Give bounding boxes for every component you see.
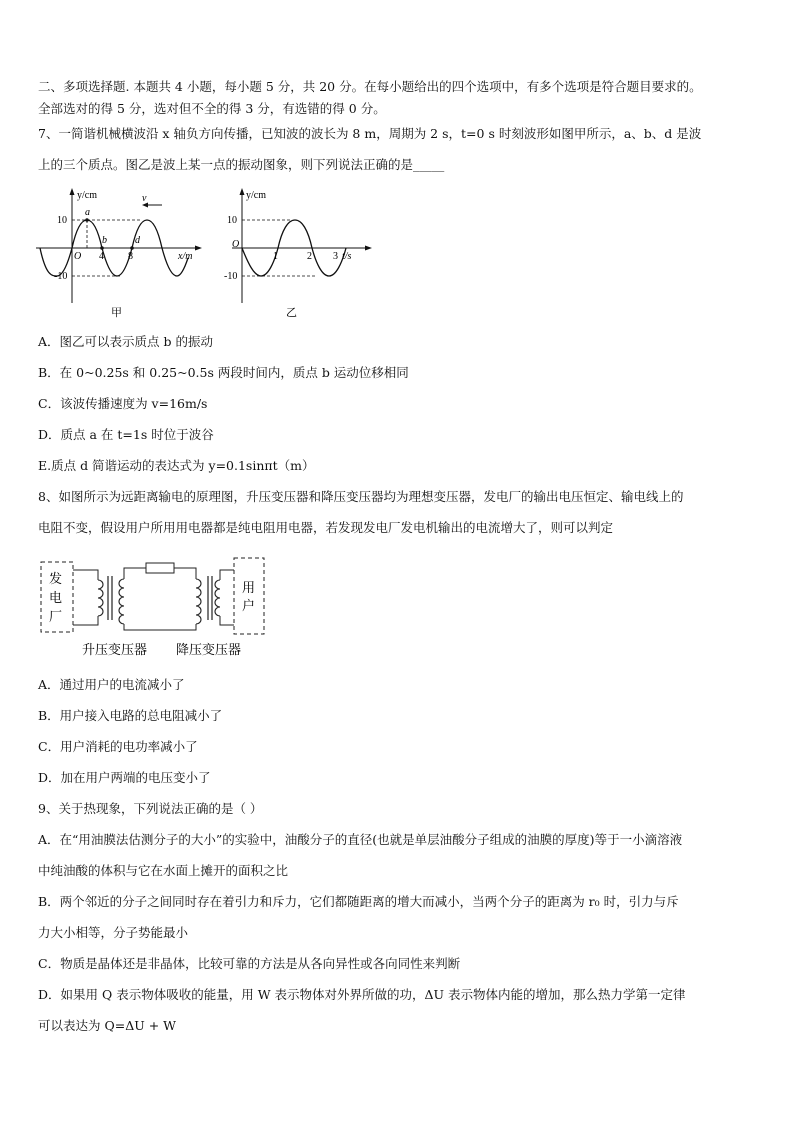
line-resistor: [146, 563, 174, 573]
q7-stem-line-2: 上的三个质点。图乙是波上某一点的振动图象，则下列说法正确的是_____: [38, 157, 445, 172]
q8-stem-line-2: 电阻不变，假设用户所用用电器都是纯电阻用电器，若发现发电厂发电机输出的电流增大了，则可以判定: [38, 520, 614, 535]
q9-option-d-line-2: 可以表达为 Q=ΔU + W: [38, 1018, 177, 1033]
velocity-label: v: [142, 193, 147, 204]
point-b-label: b: [102, 235, 107, 246]
point-d-dot: [130, 246, 134, 250]
y-tick-10-jia: 10: [57, 215, 67, 226]
point-a-label: a: [85, 207, 90, 218]
user-char-2: 户: [242, 598, 256, 613]
q8-stem-line-1: 8、如图所示为远距离输电的原理图，升压变压器和降压变压器均为理想变压器，发电厂的输出电压恒定、输电线上的: [38, 489, 684, 504]
y-axis-label-yi: y/cm: [246, 190, 266, 201]
q9-option-a-line-2: 中纯油酸的体积与它在水面上摊开的面积之比: [38, 863, 289, 878]
q9-option-d-line-1: D．如果用 Q 表示物体吸收的能量，用 W 表示物体对外界所做的功，ΔU 表示物体内能的增加，那么热力学第一定律: [38, 987, 686, 1002]
q7-option-e: E.质点 d 简谐运动的表达式为 y=0.1sinπt（m）: [38, 458, 315, 473]
q8-option-d: D．加在用户两端的电压变小了: [38, 770, 211, 785]
user-box: [234, 558, 264, 634]
t-tick-2-yi: 2: [307, 251, 312, 262]
q7-option-b: B．在 0~0.25s 和 0.25~0.5s 两段时间内，质点 b 运动位移相同: [38, 365, 409, 380]
point-b-dot: [100, 246, 104, 250]
step-up-secondary-coil: [119, 579, 124, 624]
origin-label-yi: O: [232, 239, 240, 250]
q7-option-a: A．图乙可以表示质点 b 的振动: [38, 334, 213, 349]
power-transmission-diagram: [38, 550, 270, 662]
origin-label-jia: O: [74, 251, 82, 262]
point-a-dot: [85, 218, 89, 222]
step-up-primary-coil: [98, 580, 103, 616]
x-axis-label-jia: x/m: [178, 251, 193, 262]
y-axis-label-jia: y/cm: [77, 190, 97, 201]
x-tick-4-jia: 4: [99, 251, 104, 262]
q8-option-a: A．通过用户的电流减小了: [38, 677, 185, 692]
q7-stem-line-1: 7、一简谐机械横波沿 x 轴负方向传播，已知波的波长为 8 m，周期为 2 s，t=0 s 时刻波形如图甲所示，a、b、d 是波: [38, 126, 702, 141]
user-char-1: 用: [242, 580, 256, 595]
power-plant-char-2: 电: [49, 590, 63, 605]
x-tick-8-jia: 8: [128, 251, 133, 262]
y-tick-neg10-yi: -10: [224, 271, 238, 282]
point-d-label: d: [135, 235, 140, 246]
power-plant-char-3: 厂: [49, 609, 63, 624]
q9-option-b-line-2: 力大小相等，分子势能最小: [38, 925, 189, 940]
q9-option-b-line-1: B．两个邻近的分子之间同时存在着引力和斥力，它们都随距离的增大而减小，当两个分子的距离为 r₀ 时，引力与斥: [38, 894, 679, 909]
step-down-secondary-coil: [215, 580, 220, 616]
step-up-transformer-label: 升压变压器: [82, 642, 148, 657]
t-tick-3-yi: 3: [333, 251, 338, 262]
caption-jia: 甲: [111, 307, 122, 319]
section-header-line-2: 全部选对的得 5 分，选对但不全的得 3 分，有选错的得 0 分。: [38, 101, 386, 116]
step-down-transformer-label: 降压变压器: [176, 642, 242, 657]
x-axis-label-yi: t/s: [342, 251, 352, 262]
q8-option-b: B．用户接入电路的总电阻减小了: [38, 708, 223, 723]
q9-option-a-line-1: A．在“用油膜法估测分子的大小”的实验中，油酸分子的直径(也就是单层油酸分子组成的油膜的厚度)等于一小滴溶液: [38, 832, 683, 847]
q7-option-d: D．质点 a 在 t=1s 时位于波谷: [38, 427, 214, 442]
section-header-line-1: 二、多项选择题. 本题共 4 小题，每小题 5 分，共 20 分。在每小题给出的四个选项中，有多个选项是符合题目要求的。: [38, 79, 702, 94]
q9-option-c: C．物质是晶体还是非晶体，比较可靠的方法是从各向异性或各向同性来判断: [38, 956, 461, 971]
vibration-graph-yi: [218, 185, 378, 320]
caption-yi: 乙: [286, 307, 297, 319]
y-tick-10-yi: 10: [227, 215, 237, 226]
step-down-primary-coil: [196, 579, 201, 624]
wave-graph-jia: [30, 185, 205, 320]
y-tick-neg10-jia: -10: [54, 271, 68, 282]
q7-option-c: C．该波传播速度为 v=16m/s: [38, 396, 208, 411]
t-tick-1-yi: 1: [273, 251, 278, 262]
q9-stem: 9、关于热现象，下列说法正确的是（ ）: [38, 801, 263, 816]
power-plant-char-1: 发: [49, 571, 63, 586]
q8-option-c: C．用户消耗的电功率减小了: [38, 739, 198, 754]
